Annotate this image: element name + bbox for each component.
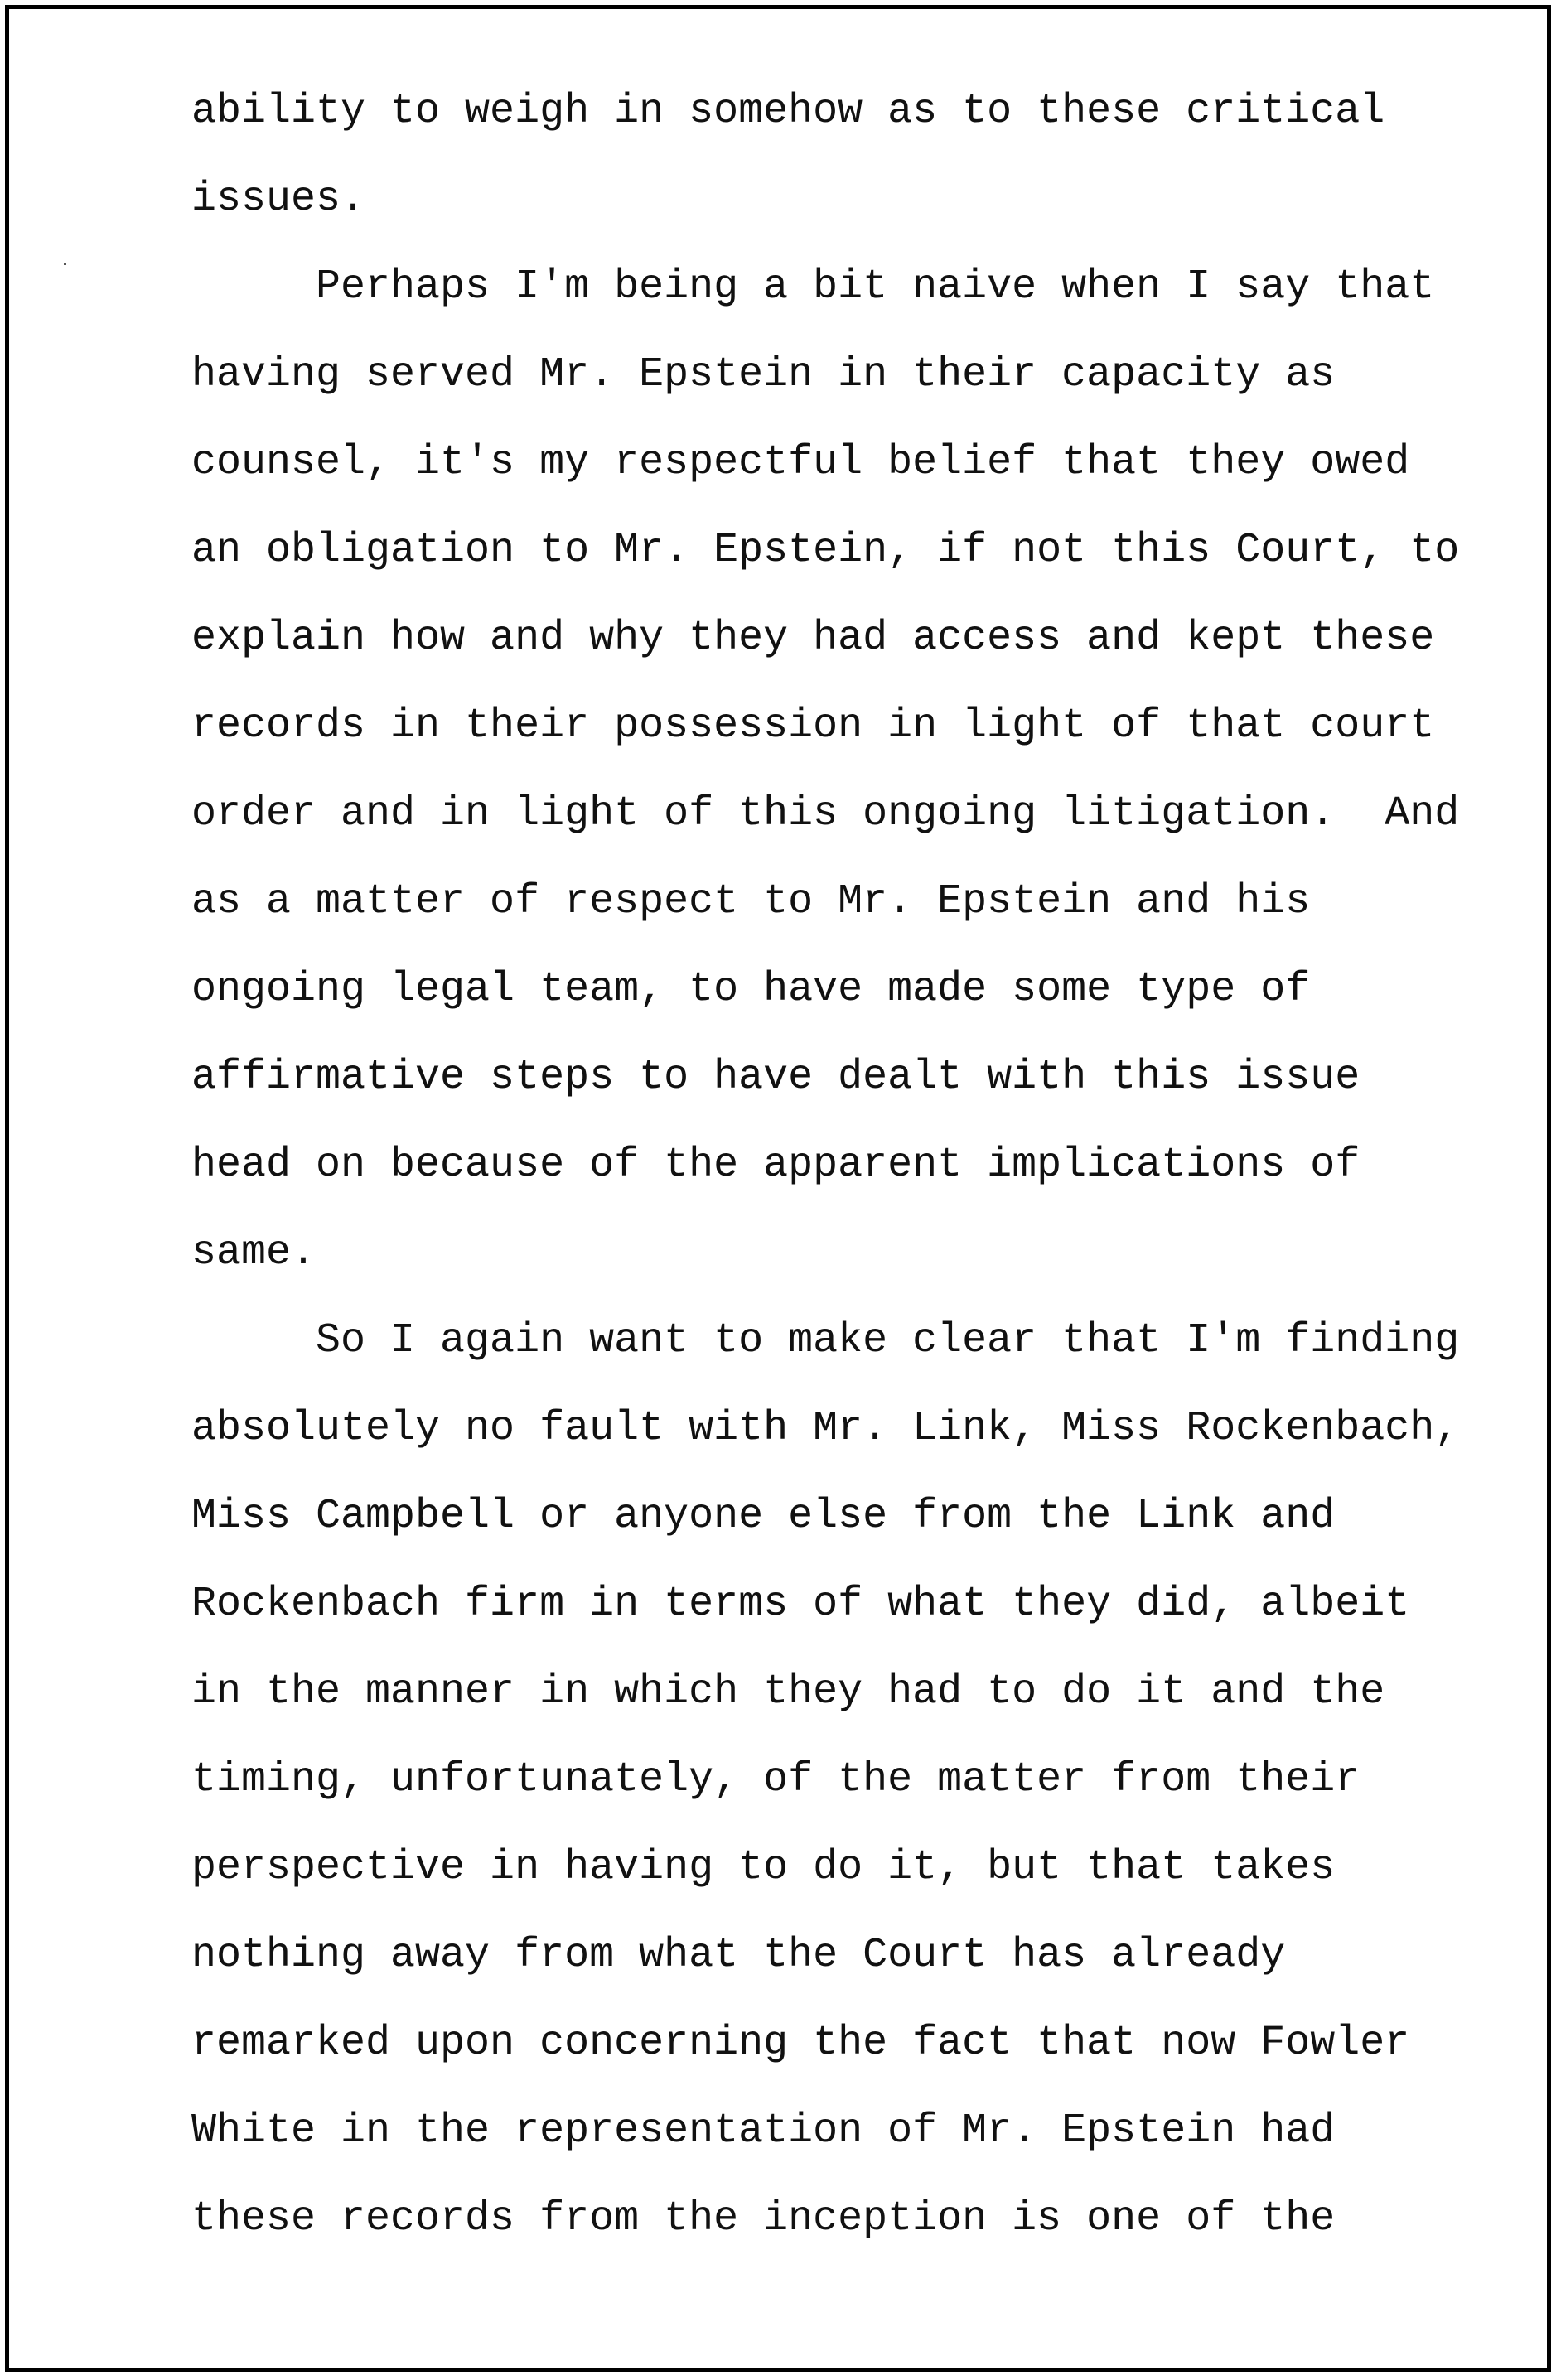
transcript-line-19: in the manner in which they had to do it and the xyxy=(191,1668,1385,1716)
transcript-line-15: So I again want to make clear that I'm finding xyxy=(191,1317,1460,1364)
transcript-line-24: White in the representation of Mr. Epstein had xyxy=(191,2107,1336,2155)
transcript-line-9: order and in light of this ongoing litigation. And xyxy=(191,790,1460,838)
transcript-line-6: an obligation to Mr. Epstein, if not this Court, to xyxy=(191,527,1460,574)
transcript-line-8: records in their possession in light of that court xyxy=(191,702,1435,750)
transcript-line-20: timing, unfortunately, of the matter from their xyxy=(191,1756,1360,1803)
transcript-line-12: affirmative steps to have dealt with this issue xyxy=(191,1054,1360,1101)
transcript-line-7: explain how and why they had access and kept these xyxy=(191,615,1435,662)
transcript-line-22: nothing away from what the Court has already xyxy=(191,1932,1286,1979)
transcript-page xyxy=(5,5,1551,2372)
transcript-line-13: head on because of the apparent implications of xyxy=(191,1142,1360,1189)
transcript-line-14: same. xyxy=(191,1229,317,1277)
transcript-line-5: counsel, it's my respectful belief that they owed xyxy=(191,439,1410,486)
transcript-line-21: perspective in having to do it, but that takes xyxy=(191,1844,1336,1891)
transcript-line-25: these records from the inception is one of the xyxy=(191,2195,1336,2242)
transcript-line-2: issues. xyxy=(191,176,366,223)
transcript-body xyxy=(191,85,1459,2281)
transcript-line-1: ability to weigh in somehow as to these critical xyxy=(191,88,1385,135)
transcript-line-23: remarked upon concerning the fact that now Fowler xyxy=(191,2020,1410,2067)
transcript-line-4: having served Mr. Epstein in their capacity as xyxy=(191,351,1336,398)
transcript-line-3: Perhaps I'm being a bit naive when I say that xyxy=(191,263,1435,311)
transcript-line-18: Rockenbach firm in terms of what they did, albeit xyxy=(191,1581,1410,1628)
scan-speck xyxy=(64,263,66,265)
transcript-line-17: Miss Campbell or anyone else from the Link and xyxy=(191,1493,1336,1540)
transcript-line-16: absolutely no fault with Mr. Link, Miss Rockenbach, xyxy=(191,1405,1460,1452)
transcript-line-10: as a matter of respect to Mr. Epstein and his xyxy=(191,878,1311,925)
transcript-line-11: ongoing legal team, to have made some type of xyxy=(191,966,1311,1013)
